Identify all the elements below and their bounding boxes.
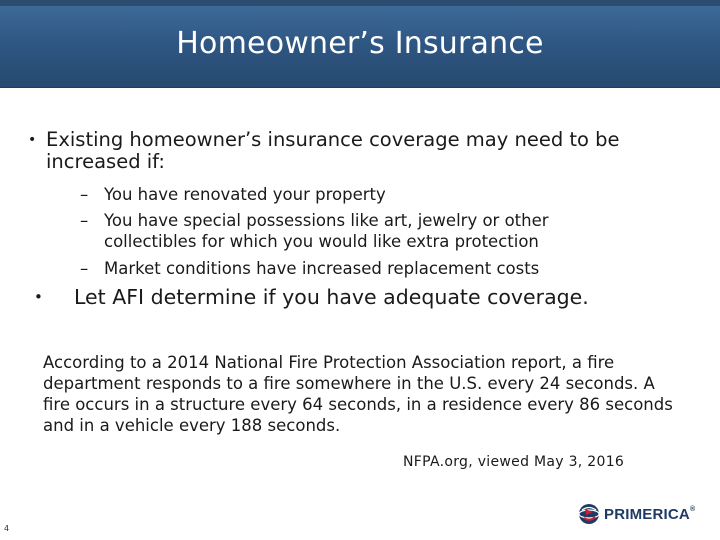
primerica-logo <box>578 500 695 528</box>
dash-icon: – <box>80 259 89 278</box>
sub-bullet-renovated <box>80 184 624 205</box>
bullet-existing-coverage <box>28 128 646 173</box>
sub-bullet-market-conditions <box>80 258 624 279</box>
bullet-text: Let AFI determine if you have adequate coverage. <box>74 285 589 309</box>
bullet-icon: • <box>28 132 37 148</box>
bullet-text: Existing homeowner’s insurance coverage may need to be increased if: <box>46 128 620 173</box>
bullet-afi-coverage <box>34 285 589 309</box>
sub-bullet-special-possessions <box>80 210 624 252</box>
bullet-icon: • <box>34 288 43 306</box>
dash-icon: – <box>80 211 89 230</box>
primerica-globe-icon <box>578 503 600 525</box>
quote-source: NFPA.org, viewed May 3, 2016 <box>403 454 625 470</box>
sub-bullet-text: You have special possessions like art, jewelry or other collectibles for which you would like extra protection <box>104 211 549 251</box>
nfpa-quote: According to a 2014 National Fire Protection Association report, a fire department responds to a fire somewhere in the U.S. every 24 seconds. A fire occurs in a structure every 64 seconds, in a residence every 86 seconds and in a vehicle every 188 seconds. <box>43 353 673 435</box>
brand-name: PRIMERICA® <box>604 505 696 523</box>
page-number: 4 <box>4 524 10 533</box>
sub-bullet-text: Market conditions have increased replacement costs <box>104 259 540 278</box>
slide-title: Homeowner’s Insurance <box>176 26 544 61</box>
dash-icon: – <box>80 185 89 204</box>
sub-bullet-text: You have renovated your property <box>104 185 386 204</box>
